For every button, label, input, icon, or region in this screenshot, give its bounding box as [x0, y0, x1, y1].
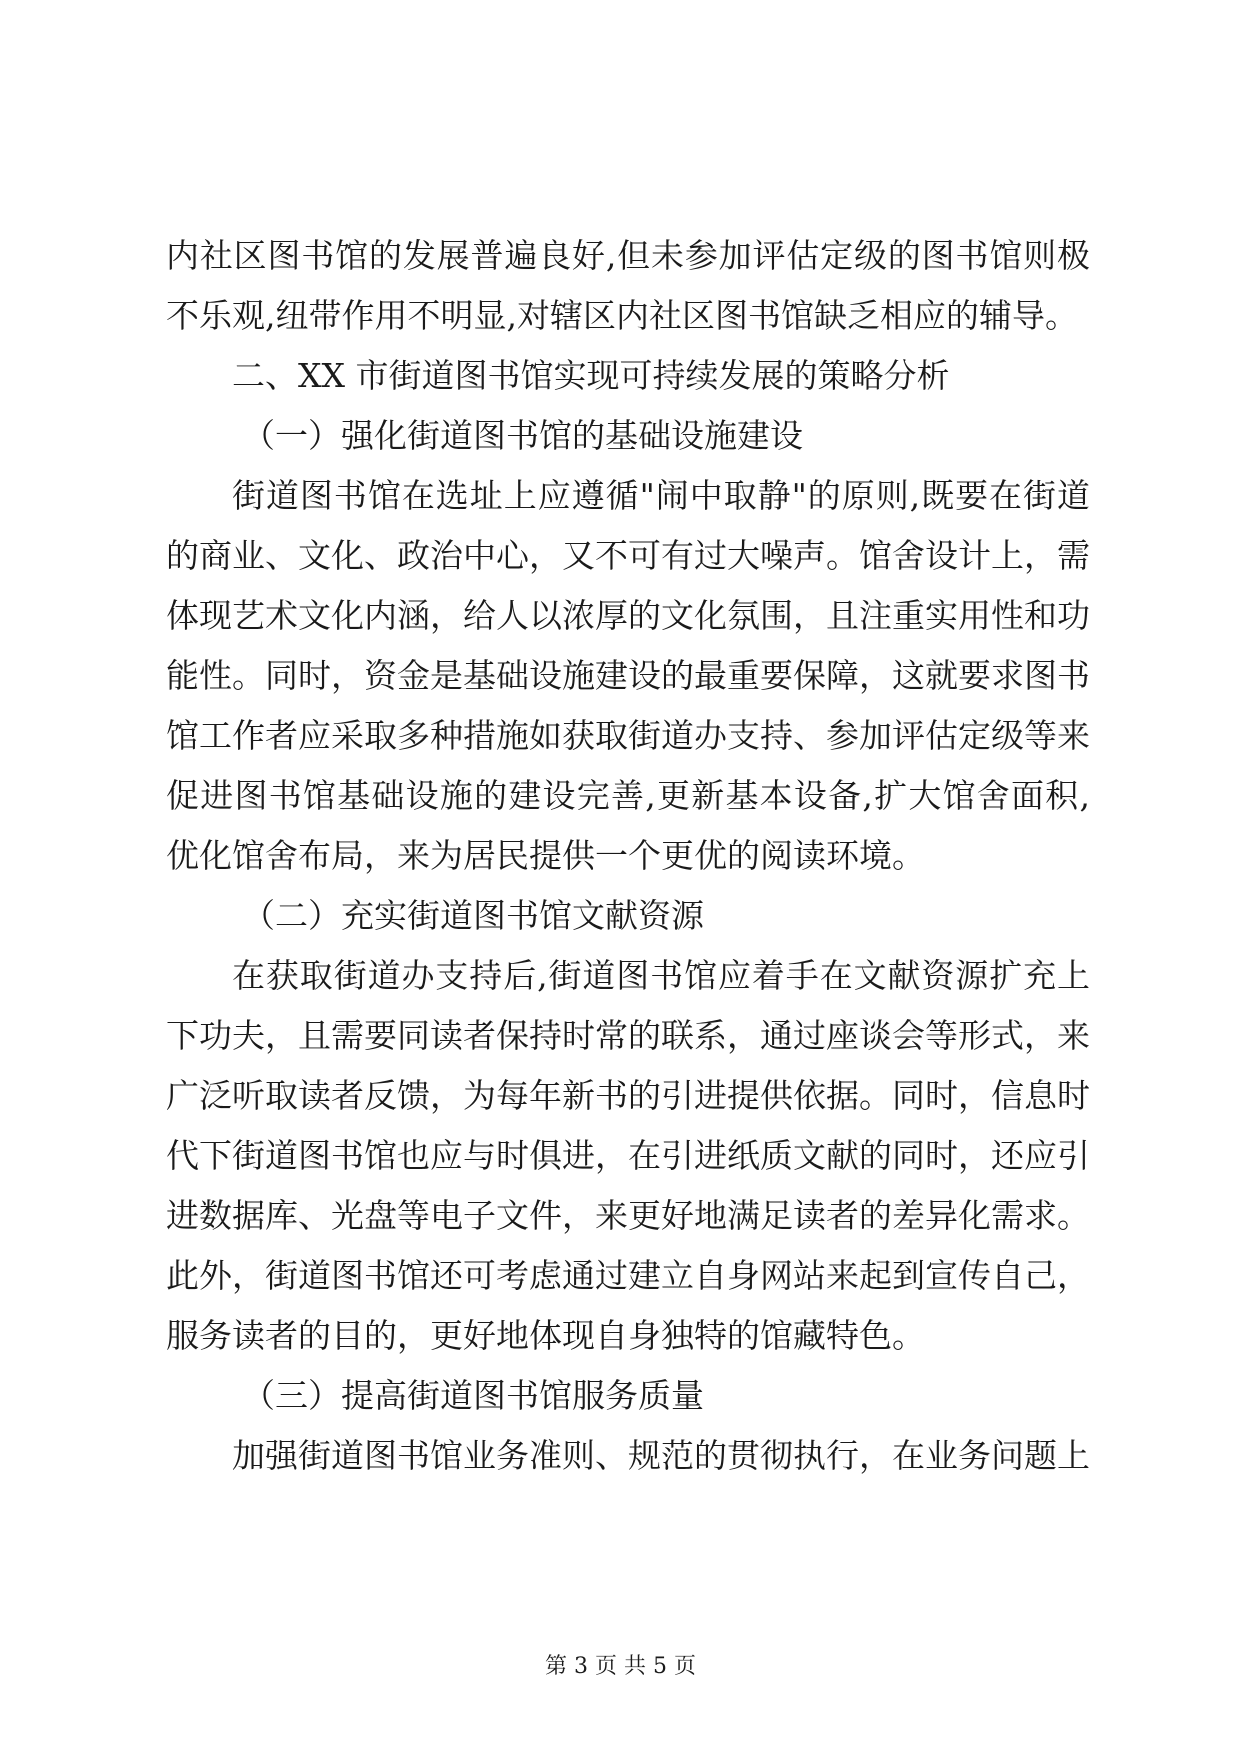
page-footer [0, 1652, 1241, 1682]
text-line: 下功夫，且需要同读者保持时常的联系，通过座谈会等形式，来 [166, 1016, 1090, 1055]
subsection-heading: （三）提高街道图书馆服务质量 [242, 1376, 704, 1415]
text-line: 加强街道图书馆业务准则、规范的贯彻执行，在业务问题上 [232, 1436, 1090, 1475]
subsection-heading: （二）充实街道图书馆文献资源 [242, 896, 704, 935]
text-line: 体现艺术文化内涵，给人以浓厚的文化氛围，且注重实用性和功 [166, 596, 1090, 635]
text-line: 代下街道图书馆也应与时俱进，在引进纸质文献的同时，还应引 [166, 1136, 1090, 1175]
text-line: 的商业、文化、政治中心，又不可有过大噪声。馆舍设计上，需 [166, 536, 1090, 575]
page-number: 第 3 页 共 5 页 [545, 1654, 696, 1679]
text-line: 能性。同时，资金是基础设施建设的最重要保障，这就要求图书 [166, 656, 1090, 695]
text-line: 服务读者的目的，更好地体现自身独特的馆藏特色。 [166, 1316, 925, 1355]
text-line: 促进图书馆基础设施的建设完善,更新基本设备,扩大馆舍面积, [166, 776, 1090, 815]
text-line: 不乐观,纽带作用不明显,对辖区内社区图书馆缺乏相应的辅导。 [166, 296, 1078, 335]
text-line: 在获取街道办支持后,街道图书馆应着手在文献资源扩充上 [232, 956, 1090, 995]
text-line: 优化馆舍布局，来为居民提供一个更优的阅读环境。 [166, 836, 925, 875]
text-line: 内社区图书馆的发展普遍良好,但未参加评估定级的图书馆则极 [166, 236, 1090, 275]
document-body [166, 226, 1090, 1486]
text-line: 进数据库、光盘等电子文件，来更好地满足读者的差异化需求。 [166, 1196, 1090, 1235]
text-line: 街道图书馆在选址上应遵循"闹中取静"的原则,既要在街道 [232, 476, 1090, 515]
subsection-heading: （一）强化街道图书馆的基础设施建设 [242, 416, 803, 455]
text-line: 广泛听取读者反馈，为每年新书的引进提供依据。同时，信息时 [166, 1076, 1090, 1115]
section-heading: 二、XX 市街道图书馆实现可持续发展的策略分析 [232, 356, 950, 395]
text-line: 馆工作者应采取多种措施如获取街道办支持、参加评估定级等来 [166, 716, 1090, 755]
text-line: 此外，街道图书馆还可考虑通过建立自身网站来起到宣传自己， [166, 1256, 1090, 1295]
